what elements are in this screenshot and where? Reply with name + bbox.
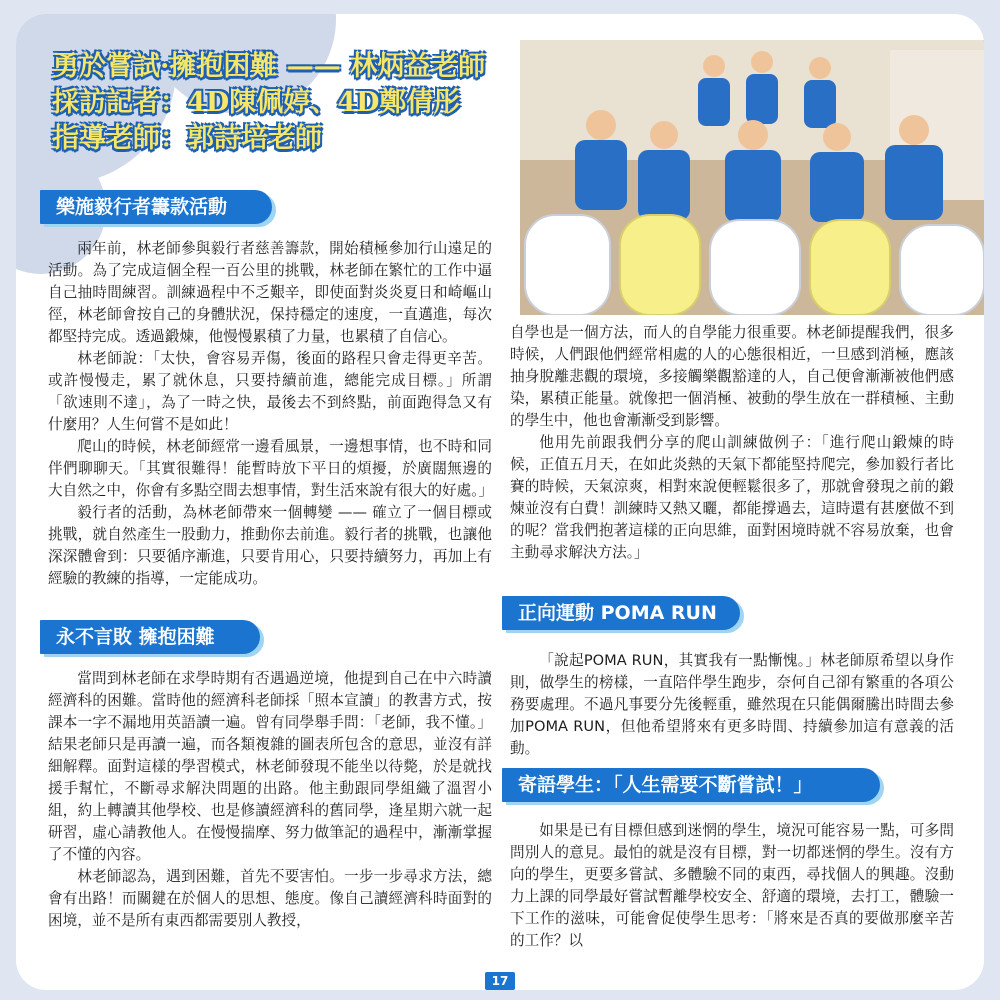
section-text-poma-run	[510, 650, 954, 760]
article-page	[16, 14, 984, 990]
group-photo	[520, 40, 984, 315]
paragraph: 如果是已有目標但感到迷惘的學生，境況可能容易一點，可多問問別人的意見。最怕的就是沒有目標，對一切都迷惘的學生。沒有方向的學生，更要多嘗試、多體驗不同的東西，尋找個人的興趣。沒動力上課的同學最好嘗試暫離學校安全、舒適的環境，去打工，體驗一下工作的滋味，可能會促使學生思考：「將來是否真的要做那麼辛苦的工作？以	[510, 822, 954, 949]
group-photo-illustration	[520, 40, 984, 315]
section-text-message	[510, 820, 954, 952]
section-header-poma-run: 正向運動 POMA RUN	[502, 596, 740, 630]
article-title: 勇於嘗試·擁抱困難 —— 林炳益老師	[52, 51, 486, 82]
paragraph: 當問到林老師在求學時期有否遇過逆境，他提到自己在中六時讀經濟科的困難。當時他的經濟科老師採「照本宣讀」的教書方式，按課本一字不漏地用英語讀一遍。曾有同學舉手問：「老師，我不懂。」結果老師只是再讀一遍，而各類複雜的圖表所包含的意思，並沒有詳細解釋。面對這樣的學習模式，林老師發現不能坐以待斃，於是就找援手幫忙，不斷尋求解決問題的出路。他主動跟同學組織了溫習小組，約上轉讀其他學校、也是修讀經濟科的舊同學，逢星期六就一起研習，虛心請教他人。在慢慢揣摩、努力做筆記的過程中，漸漸掌握了不懂的內容。	[48, 670, 492, 863]
section-text-never-give-up	[48, 668, 492, 932]
section-header-charity-hike: 樂施毅行者籌款活動	[40, 190, 272, 224]
paragraph: 「說起POMA RUN，其實我有一點慚愧。」林老師原希望以身作則，做學生的榜樣，一直陪伴學生跑步，奈何自己卻有繁重的各項公務要處理。不過凡事要分先後輕重，雖然現在只能偶爾騰出時間去參加POMA RUN，但他希望將來有更多時間、持續參加這有意義的活動。	[510, 652, 954, 757]
paragraph: 兩年前，林老師參與毅行者慈善籌款，開始積極參加行山遠足的活動。為了完成這個全程一百公里的挑戰，林老師在繁忙的工作中逼自己抽時間練習。訓練過程中不乏艱辛，即使面對炎炎夏日和崎嶇山徑，林老師會按自己的身體狀況，保持穩定的速度，一直邁進，每次都堅持完成。透過鍛煉，他慢慢累積了力量，也累積了自信心。	[48, 240, 492, 345]
paragraph: 爬山的時候，林老師經常一邊看風景，一邊想事情，也不時和同伴們聊聊天。「其實很難得！能暫時放下平日的煩擾，於廣闊無邊的大自然之中，你會有多點空間去想事情，對生活來說有很大的好處。」	[48, 438, 494, 499]
section-header-never-give-up: 永不言敗 擁抱困難	[40, 620, 260, 654]
section-text-charity-hike	[48, 238, 492, 590]
paragraph: 他用先前跟我們分享的爬山訓練做例子：「進行爬山鍛煉的時候，正值五月天，在如此炎熱的天氣下都能堅持爬完，參加毅行者比賽的時候，天氣涼爽，相對來說便輕鬆很多了，那就會發現之前的鍛煉並沒有白費！訓練時又熱又曬，都能撐過去，這時還有甚麼做不到的呢？當我們抱著這樣的正向思維，面對困境時就不容易放棄，也會主動尋求解決方法。」	[510, 434, 954, 561]
paragraph: 自學也是一個方法，而人的自學能力很重要。林老師提醒我們，很多時候，人們跟他們經常相處的人的心態很相近，一旦感到消極，應該抽身脫離悲觀的環境，多接觸樂觀豁達的人，自己便會漸漸被他們感染，累積正能量。就像把一個消極、被動的學生放在一群積極、主動的學生中，他也會漸漸受到影響。	[510, 324, 954, 429]
teacher-line: 指導老師：郭詩培老師	[52, 123, 322, 154]
paragraph: 林老師認為，遇到困難，首先不要害怕。一步一步尋求方法，總會有出路！而關鍵在於個人的思想、態度。像自己讀經濟科時面對的困境，並不是所有東西都需要別人教授，	[48, 868, 492, 929]
reporters-line: 採訪記者：4D陳佩婷、4D鄭倩彤	[52, 87, 461, 118]
page-number: 17	[485, 972, 515, 990]
continued-text	[510, 322, 954, 564]
section-header-message: 寄語學生：「人生需要不斷嘗試！」	[502, 768, 880, 802]
paragraph: 林老師說：「太快，會容易弄傷，後面的路程只會走得更辛苦。或許慢慢走，累了就休息，只要持續前進，總能完成目標。」所謂「欲速則不達」，為了一時之快，最後去不到終點，前面跑得急又有什麼用？人生何嘗不是如此！	[48, 350, 492, 433]
paragraph: 毅行者的活動，為林老師帶來一個轉變 —— 確立了一個目標或挑戰，就自然產生一股動力，推動你去前進。毅行者的挑戰，也讓他深深體會到：只要循序漸進，只要肯用心，只要持續努力，再加上有經驗的教練的指導，一定能成功。	[48, 504, 492, 587]
